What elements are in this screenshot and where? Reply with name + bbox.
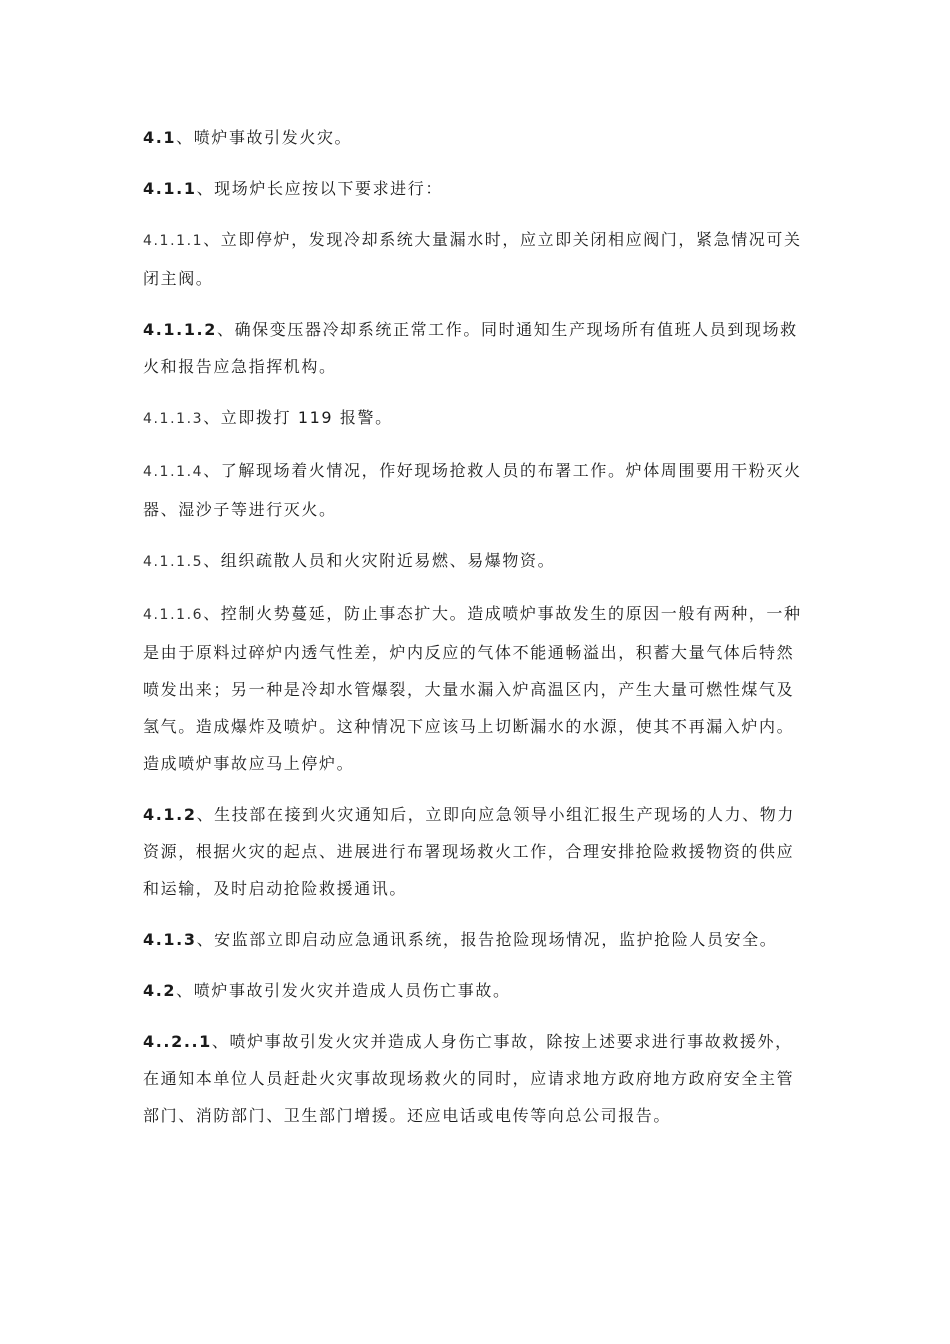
paragraph-4-2-1 — [143, 1023, 808, 1134]
paragraph-4-1-1-2 — [143, 311, 808, 385]
paragraph-4-1-2 — [143, 796, 808, 907]
paragraph-text: 、喷炉事故引发火灾并造成人员伤亡事故。 — [176, 981, 511, 1000]
paragraph-text: 、喷炉事故引发火灾并造成人身伤亡事故，除按上述要求进行事故救援外，在通知本单位人员赶赴火灾事故现场救火的同时，应请求地方政府地方政府安全主管部门、消防部门、卫生部门增援。还应电话或电传等向总公司报告。 — [143, 1032, 795, 1125]
paragraph-4-1-1-1 — [143, 221, 808, 297]
paragraph-text: 、控制火势蔓延，防止事态扩大。造成喷炉事故发生的原因一般有两种，一种是由于原料过碎炉内透气性差，炉内反应的气体不能通畅溢出，积蓄大量气体后特然喷发出来；另一种是冷却水管爆裂，大量水漏入炉高温区内，产生大量可燃性煤气及氢气。造成爆炸及喷炉。这种情况下应该马上切断漏水的水源，使其不再漏入炉内。造成喷炉事故应马上停炉。 — [143, 604, 802, 773]
paragraph-text: 、喷炉事故引发火灾。 — [176, 128, 353, 147]
paragraph-4-1-1-5 — [143, 542, 808, 581]
document-body — [143, 119, 808, 1148]
paragraph-4-1 — [143, 119, 808, 156]
section-number: 4.1.1.5 — [143, 554, 204, 570]
paragraph-4-1-1-3 — [143, 399, 808, 438]
section-number: 4.1.1.6 — [143, 607, 204, 623]
section-number: 4.1.1.4 — [143, 464, 204, 480]
paragraph-text: 、生技部在接到火灾通知后，立即向应急领导小组汇报生产现场的人力、物力资源，根据火灾的起点、进展进行布署现场救火工作，合理安排抢险救援物资的供应和运输，及时启动抢险救援通讯。 — [143, 805, 795, 898]
section-number: 4.1.1.3 — [143, 411, 204, 427]
paragraph-text: 、安监部立即启动应急通讯系统，报告抢险现场情况，监护抢险人员安全。 — [196, 930, 778, 949]
paragraph-4-1-1-6 — [143, 595, 808, 782]
section-number: 4.2 — [143, 981, 177, 1000]
paragraph-text: 、现场炉长应按以下要求进行： — [196, 179, 443, 198]
paragraph-text: 、了解现场着火情况，作好现场抢救人员的布署工作。炉体周围要用干粉灭火器、湿沙子等进行灭火。 — [143, 461, 802, 519]
section-number: 4.1.1.1 — [143, 233, 204, 249]
section-number: 4..2..1 — [143, 1032, 212, 1051]
paragraph-text: 、立即停炉，发现冷却系统大量漏水时，应立即关闭相应阀门，紧急情况可关闭主阀。 — [143, 230, 802, 288]
section-number: 4.1.1.2 — [143, 320, 217, 339]
section-number: 4.1.1 — [143, 179, 197, 198]
paragraph-text: 、组织疏散人员和火灾附近易燃、易爆物资。 — [203, 551, 556, 570]
section-number: 4.1 — [143, 128, 177, 147]
paragraph-4-1-1 — [143, 170, 808, 207]
section-number: 4.1.2 — [143, 805, 197, 824]
paragraph-4-1-3 — [143, 921, 808, 958]
paragraph-text: 、确保变压器冷却系统正常工作。同时通知生产现场所有值班人员到现场救火和报告应急指挥机构。 — [143, 320, 798, 376]
paragraph-4-2 — [143, 972, 808, 1009]
paragraph-4-1-1-4 — [143, 452, 808, 528]
paragraph-text: 、立即拨打 119 报警。 — [203, 408, 393, 427]
section-number: 4.1.3 — [143, 930, 197, 949]
